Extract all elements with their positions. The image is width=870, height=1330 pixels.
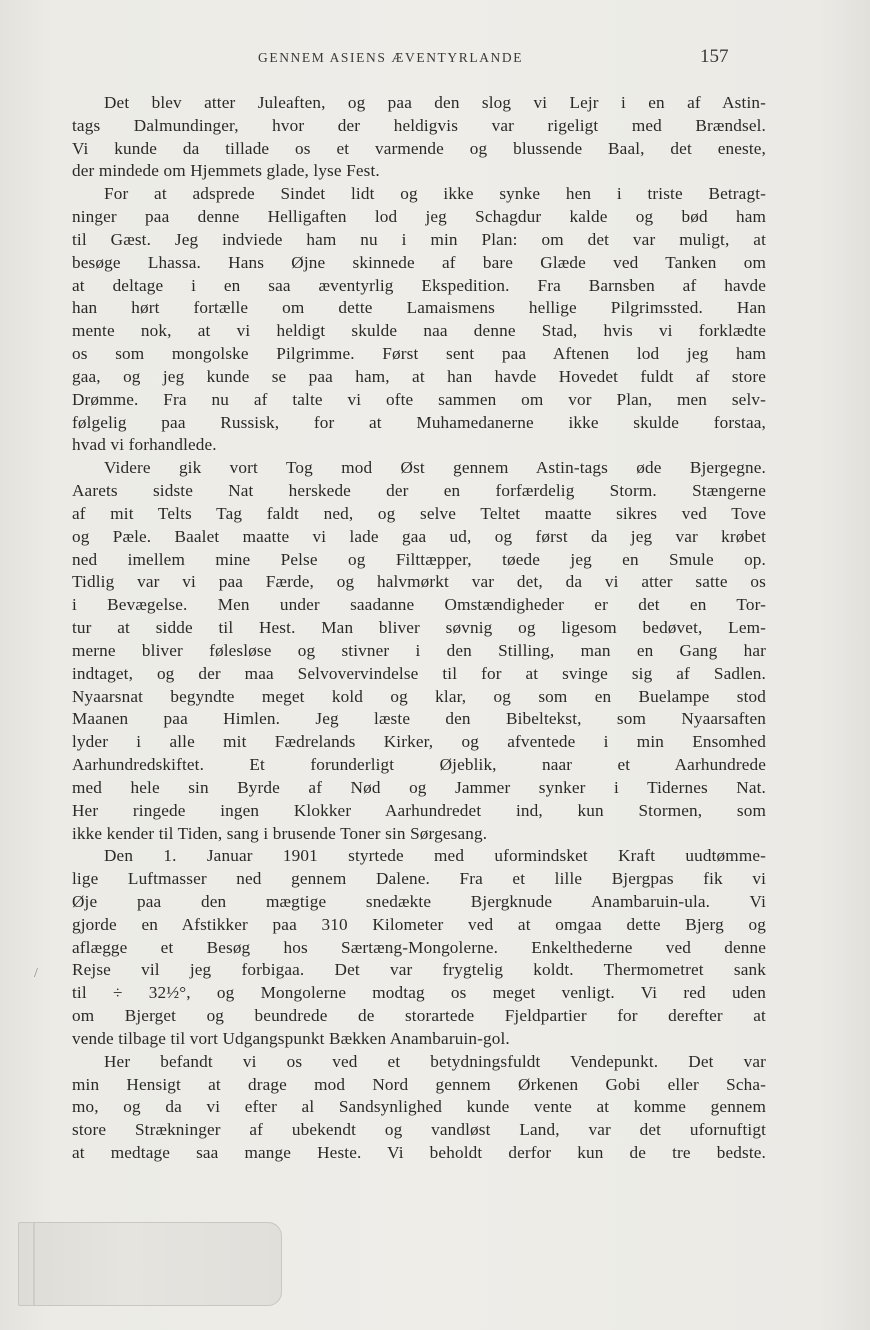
running-title: GENNEM ASIENS ÆVENTYRLANDE xyxy=(258,50,524,65)
text-line: Her befandt vi os ved et betydningsfuldt Vendepunkt. Det var xyxy=(104,1051,766,1071)
text-line: ninger paa denne Helligaften lod jeg Schagdur kalde og bød ham xyxy=(72,207,766,227)
text-line: Aarets sidste Nat herskede der en forfærdelig Storm. Stængerne xyxy=(72,481,766,501)
text-line: Aarhundredskiftet. Et forunderligt Øjeblik, naar et Aarhundrede xyxy=(72,755,766,775)
text-line: besøge Lhassa. Hans Øjne skinnede af bare Glæde ved Tanken om xyxy=(72,252,766,272)
text-line: tur at sidde til Hest. Man bliver søvnig og ligesom bedøvet, Lem- xyxy=(72,618,766,638)
body-text xyxy=(72,92,766,1165)
text-line: ned imellem mine Pelse og Filttæpper, tøede jeg en Smule op. xyxy=(72,549,766,569)
text-line: mo, og da vi efter al Sandsynlighed kunde vente at komme gennem xyxy=(72,1097,766,1117)
tab-stripe xyxy=(33,1223,35,1305)
text-line: min Hensigt at drage mod Nord gennem Ørkenen Gobi eller Scha- xyxy=(72,1074,766,1094)
text-line: mente nok, at vi heldigt skulde naa denne Stad, hvis vi forklædte xyxy=(72,321,766,341)
text-line: vende tilbage til vort Udgangspunkt Bækken Anambaruin-gol. xyxy=(72,1028,510,1048)
text-line: Her ringede ingen Klokker Aarhundredet ind, kun Stormen, som xyxy=(72,800,766,820)
text-line: af mit Telts Tag faldt ned, og selve Teltet maatte sikres ved Tove xyxy=(72,503,766,523)
text-line: Vi kunde da tillade os et varmende og blussende Baal, det eneste, xyxy=(72,138,766,158)
text-line: og Pæle. Baalet maatte vi lade gaa ud, og først da jeg var krøbet xyxy=(72,526,766,546)
text-line: store Strækninger af ubekendt og vandløst Land, var det ufornuftigt xyxy=(72,1120,766,1140)
page-header xyxy=(0,46,870,70)
text-line: til ÷ 32½°, og Mongolerne modtag os meget venligt. Vi red uden xyxy=(72,983,766,1003)
text-line: hvad vi forhandlede. xyxy=(72,435,217,455)
text-line: om Bjerget og beundrede de storartede Fjeldpartier for derefter at xyxy=(72,1006,766,1026)
text-line: til Gæst. Jeg indviede ham nu i min Plan: om det var muligt, at xyxy=(72,229,766,249)
text-line: Nyaarsnat begyndte meget kold og klar, og som en Buelampe stod xyxy=(72,686,766,706)
text-line: han hørt fortælle om dette Lamaismens hellige Pilgrimssted. Han xyxy=(72,298,766,318)
text-line: indtaget, og der maa Selvovervindelse til for at svinge sig af Sadlen. xyxy=(72,663,766,683)
text-line: tags Dalmundinger, hvor der heldigvis var rigeligt med Brændsel. xyxy=(72,115,766,135)
text-line: i Bevægelse. Men under saadanne Omstændigheder er det en Tor- xyxy=(72,595,766,615)
text-line: der mindede om Hjemmets glade, lyse Fest. xyxy=(72,161,380,181)
text-line: Det blev atter Juleaften, og paa den slog vi Lejr i en af Astin- xyxy=(104,93,766,112)
text-line: følgelig paa Russisk, for at Muhamedanerne ikke skulde forstaa, xyxy=(72,412,766,432)
text-line: gaa, og jeg kunde se paa ham, at han havde Hovedet fuldt af store xyxy=(72,366,766,386)
text-line: Den 1. Januar 1901 styrtede med uformindsket Kraft uudtømme- xyxy=(104,846,766,866)
text-line: os som mongolske Pilgrimme. Først sent paa Aftenen lod jeg ham xyxy=(72,344,766,364)
text-line: Tidlig var vi paa Færde, og halvmørkt var det, da vi atter satte os xyxy=(72,572,766,592)
margin-pencil-mark: / xyxy=(34,966,38,981)
text-line: med hele sin Byrde af Nød og Jammer synker i Tidernes Nat. xyxy=(72,777,766,797)
text-line: at deltage i en saa æventyrlig Ekspedition. Fra Barnsben af havde xyxy=(72,275,766,295)
text-line: Videre gik vort Tog mod Øst gennem Astin-tags øde Bjergegne. xyxy=(104,458,766,478)
page-tab-strip xyxy=(18,1222,282,1306)
text-line: lige Luftmasser ned gennem Dalene. Fra et lille Bjergpas fik vi xyxy=(72,869,766,889)
text-line: lyder i alle mit Fædrelands Kirker, og afventede i min Ensomhed xyxy=(72,732,766,752)
page-number: 157 xyxy=(700,46,729,67)
text-line: ikke kender til Tiden, sang i brusende Toner sin Sørgesang. xyxy=(72,823,488,843)
text-line: For at adsprede Sindet lidt og ikke synke hen i triste Betragt- xyxy=(104,184,766,204)
text-line: at medtage saa mange Heste. Vi beholdt derfor kun de tre bedste. xyxy=(72,1143,766,1163)
text-line: Øje paa den mægtige snedækte Bjergknude Anambaruin-ula. Vi xyxy=(72,891,766,911)
text-line: Rejse vil jeg forbigaa. Det var frygtelig koldt. Thermometret sank xyxy=(72,960,766,980)
text-line: Maanen paa Himlen. Jeg læste den Bibeltekst, som Nyaarsaften xyxy=(72,709,766,729)
text-line: Drømme. Fra nu af talte vi ofte sammen om vor Plan, men selv- xyxy=(72,389,766,409)
text-line: merne bliver følesløse og stivner i den Stilling, man en Gang har xyxy=(72,640,766,660)
text-line: aflægge et Besøg hos Særtæng-Mongolerne. Enkelthederne ved denne xyxy=(72,937,766,957)
text-line: gjorde en Afstikker paa 310 Kilometer ved at omgaa dette Bjerg og xyxy=(72,914,766,934)
